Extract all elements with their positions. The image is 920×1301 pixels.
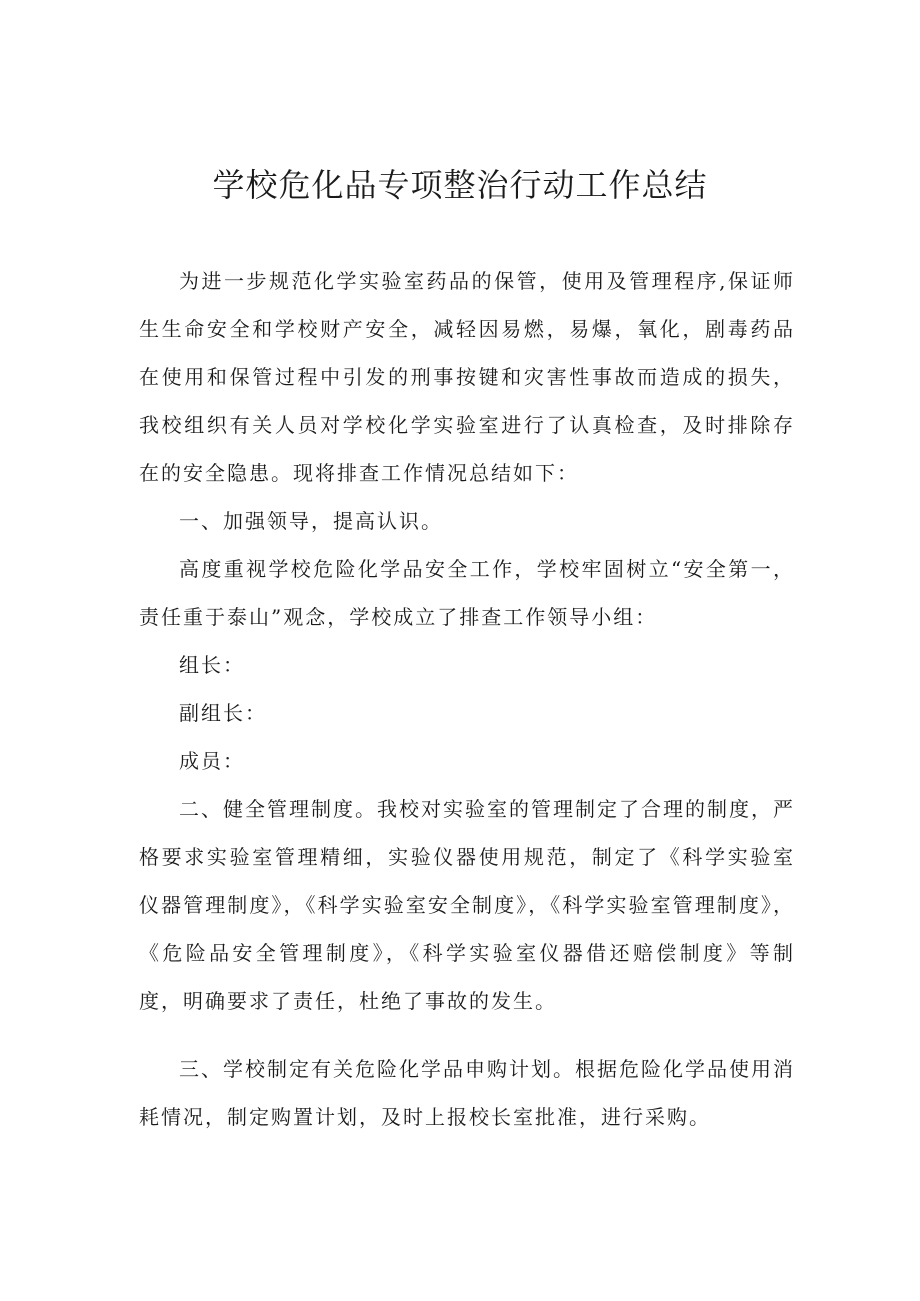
paragraph-section-2: 二、健全管理制度。我校对实验室的管理制定了合理的制度，严格要求实验室管理精细，实验仪器使用规范，制定了《科学实验室仪器管理制度》，《科学实验室安全制度》，《科学实验室管理制度》，《危险品安全管理制度》，《科学实验室仪器借还赔偿制度》等制度，明确要求了责任，杜绝了事故的发生。: [139, 797, 795, 1013]
role-deputy-leader: 副组长：: [179, 701, 267, 725]
paragraph-section-3: 三、学校制定有关危险化学品申购计划。根据危险化学品使用消耗情况，制定购置计划，及时上报校长室批准，进行采购。: [139, 1057, 795, 1129]
section-heading-1: 一、加强领导，提高认识。: [179, 509, 443, 533]
document-title: 学校危化品专项整治行动工作总结: [212, 166, 708, 204]
role-members: 成员：: [179, 749, 245, 773]
paragraph-intro: 为进一步规范化学实验室药品的保管，使用及管理程序,保证师生生命安全和学校财产安全，减轻因易燃，易爆，氧化，剧毒药品在使用和保管过程中引发的刑事按键和灾害性事故而造成的损失，我校组织有关人员对学校化学实验室进行了认真检查，及时排除存在的安全隐患。现将排查工作情况总结如下：: [139, 269, 795, 485]
document-body: [139, 257, 795, 1141]
paragraph-leadership: 高度重视学校危险化学品安全工作，学校牢固树立“安全第一，责任重于泰山”观念，学校成立了排查工作领导小组：: [139, 557, 795, 629]
role-group-leader: 组长：: [179, 653, 245, 677]
